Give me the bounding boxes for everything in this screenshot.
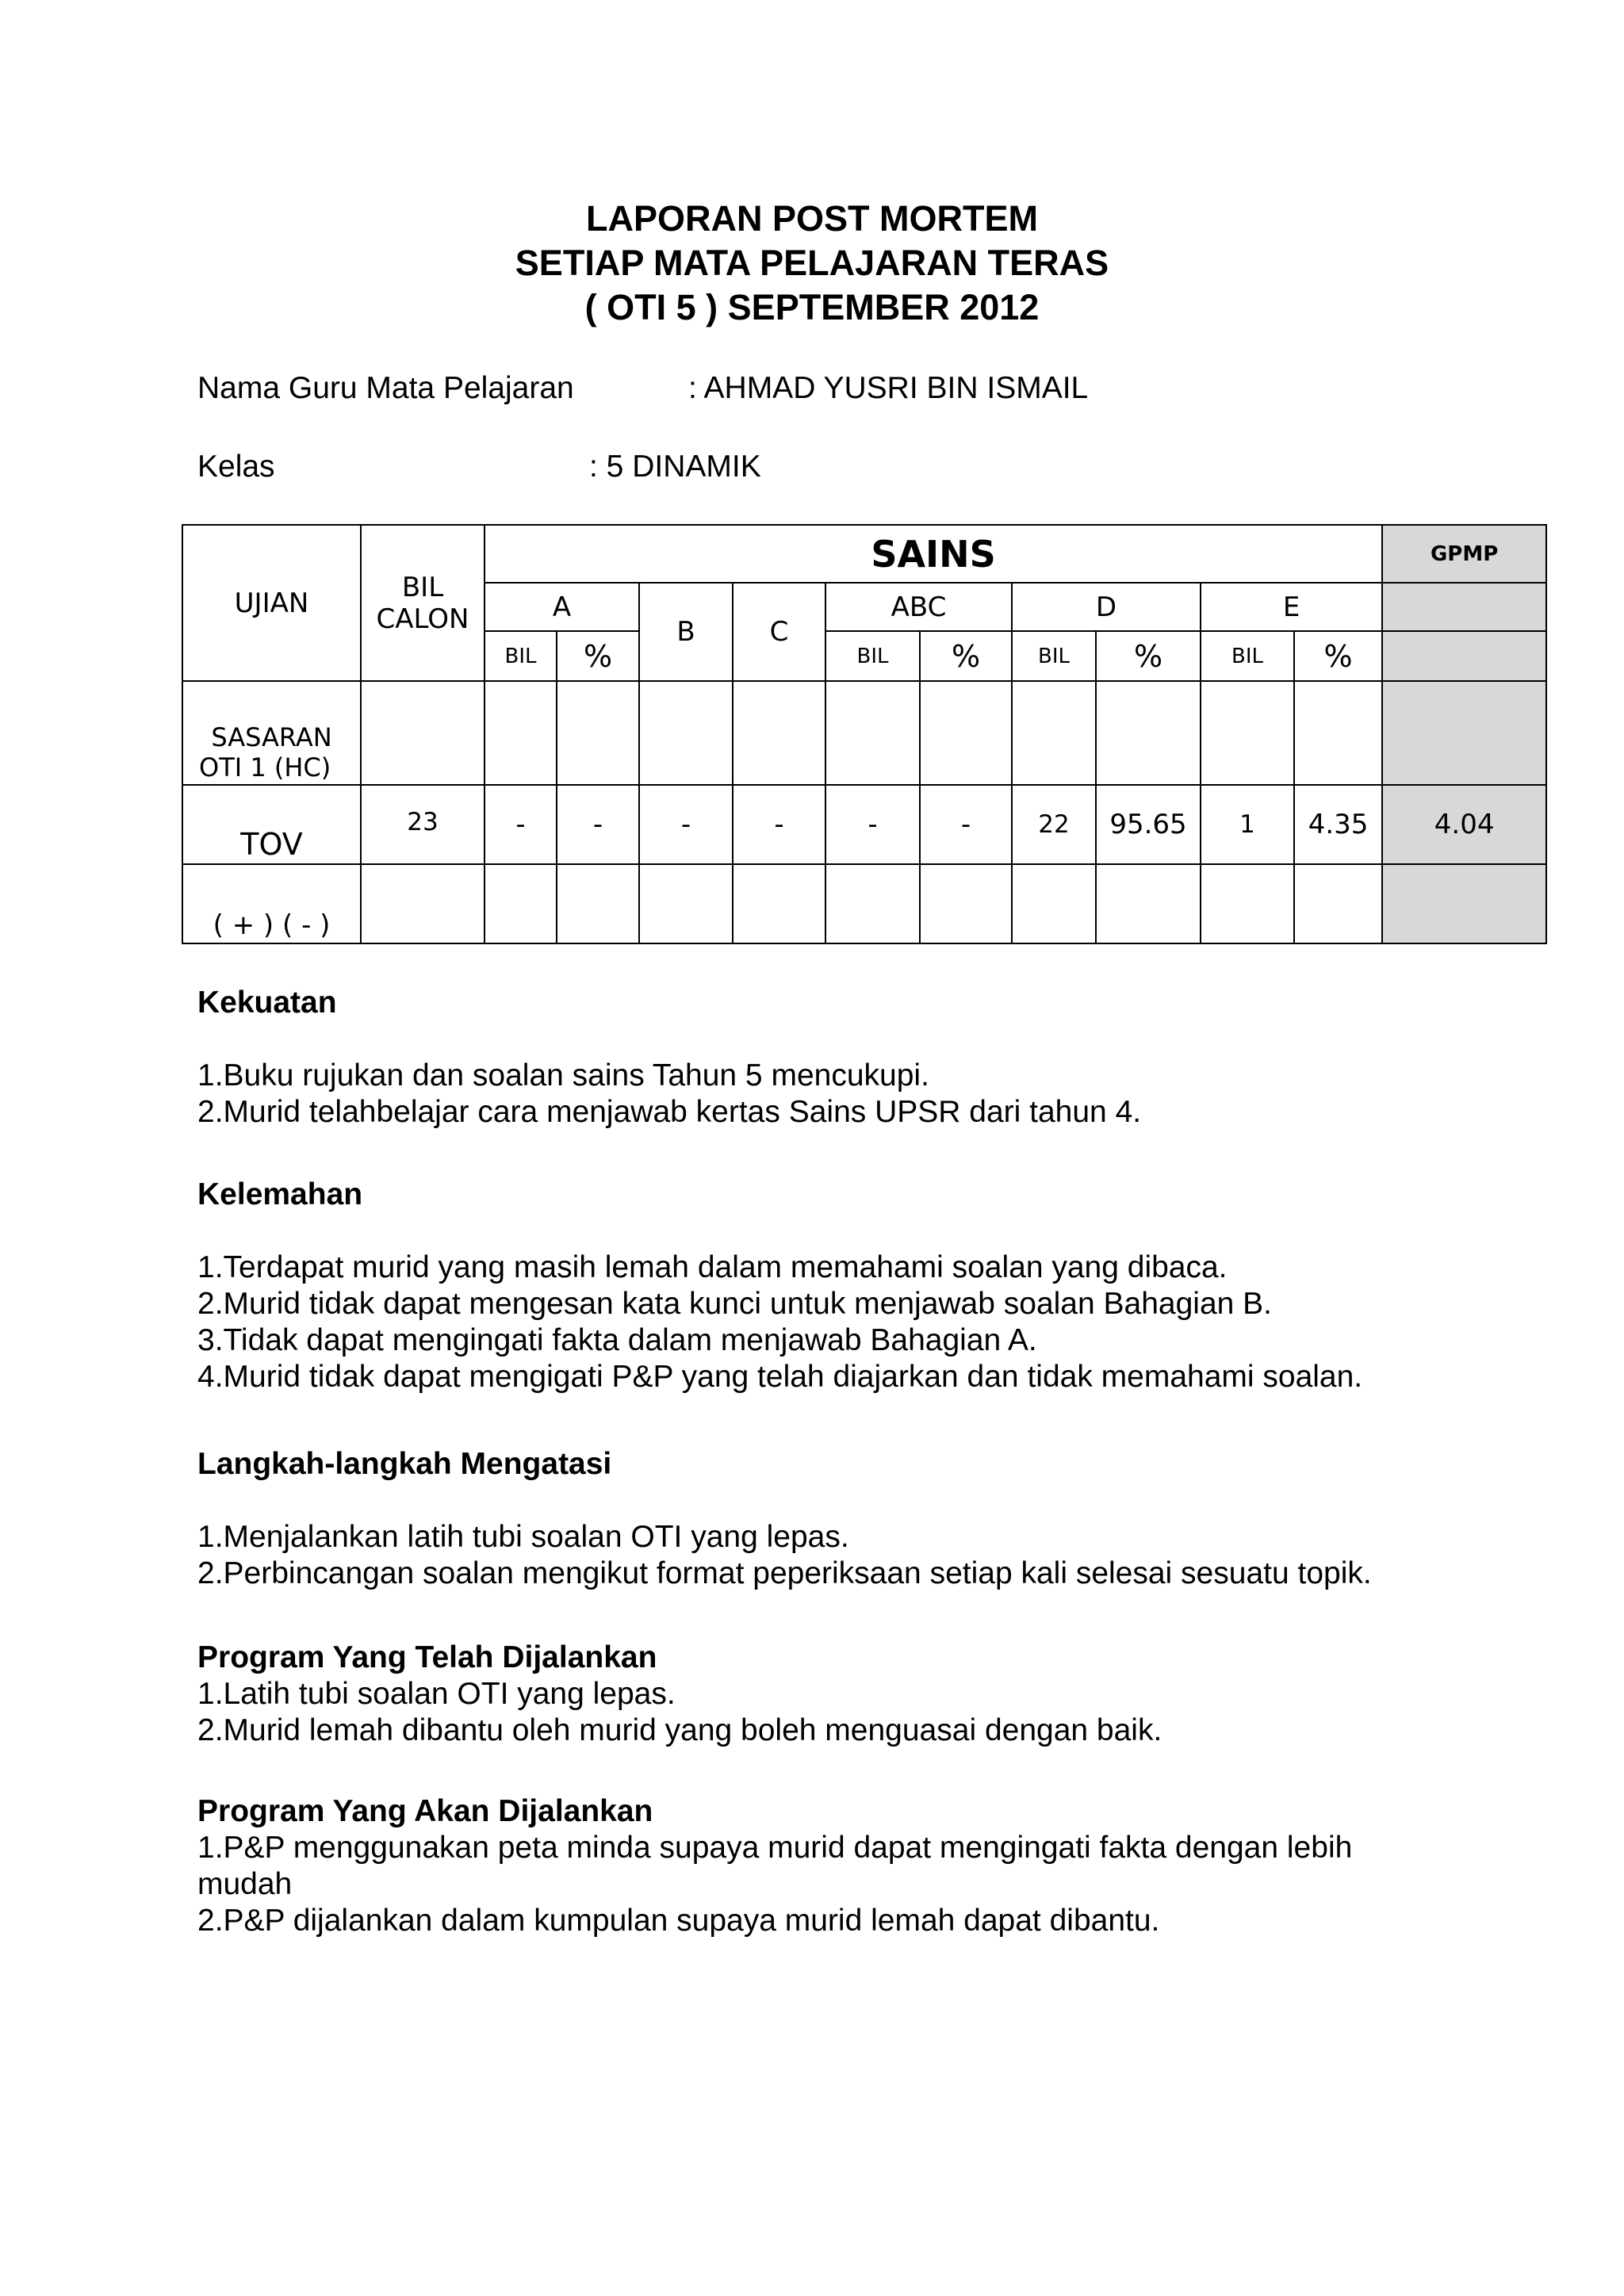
kelemahan-item-2: 2.Murid tidak dapat mengesan kata kunci untuk menjawab soalan Bahagian B. xyxy=(197,1287,1273,1321)
table-cell xyxy=(733,864,825,943)
header-a-pct: % xyxy=(557,631,639,681)
header-bil-calon xyxy=(361,525,485,681)
header-e-pct: % xyxy=(1294,631,1382,681)
report-title-line3: ( OTI 5 ) SEPTEMBER 2012 xyxy=(584,287,1040,327)
gpmp-blank-cell xyxy=(1382,583,1546,631)
header-bil-calon-line2: CALON xyxy=(376,603,469,635)
class-label: Kelas xyxy=(197,450,275,484)
table-cell xyxy=(557,681,639,785)
langkah-item-2: 2.Perbincangan soalan mengikut format peperiksaan setiap kali selesai sesuatu topik. xyxy=(197,1556,1372,1590)
section-langkah xyxy=(197,1446,1372,1592)
table-cell xyxy=(361,864,485,943)
program-akan-item-1-cont: mudah xyxy=(197,1867,293,1901)
table-cell xyxy=(639,864,733,943)
kelemahan-item-1: 1.Terdapat murid yang masih lemah dalam memahami soalan yang dibaca. xyxy=(197,1250,1228,1284)
header-grade-a: A xyxy=(485,583,639,631)
header-grade-b: B xyxy=(639,583,733,681)
table-cell xyxy=(920,864,1012,943)
header-e-bil: BIL xyxy=(1201,631,1294,681)
tov-d-bil: 22 xyxy=(1012,785,1096,864)
program-akan-item-1: 1.P&P menggunakan peta minda supaya murid dapat mengingati fakta dengan lebih xyxy=(197,1831,1353,1865)
header-abc-pct: % xyxy=(920,631,1012,681)
table-cell xyxy=(1012,681,1096,785)
program-telah-item-2: 2.Murid lemah dibantu oleh murid yang boleh menguasai dengan baik. xyxy=(197,1713,1162,1747)
row-label-diff: ( + ) ( - ) xyxy=(182,864,361,943)
row-sasaran xyxy=(182,681,1546,785)
kelemahan-item-4: 4.Murid tidak dapat mengigati P&P yang telah diajarkan dan tidak memahami soalan. xyxy=(197,1360,1363,1394)
kekuatan-heading: Kekuatan xyxy=(197,985,337,1020)
program-akan-item-2: 2.P&P dijalankan dalam kumpulan supaya murid lemah dapat dibantu. xyxy=(197,1904,1160,1938)
table-cell xyxy=(485,681,557,785)
table-cell xyxy=(1096,864,1201,943)
tov-b: - xyxy=(639,785,733,864)
header-grade-e: E xyxy=(1201,583,1382,631)
row-label-sasaran-line1: SASARAN xyxy=(211,722,332,752)
table-cell xyxy=(1294,864,1382,943)
section-kelemahan xyxy=(197,1177,1362,1395)
table-cell xyxy=(1382,681,1546,785)
table-cell xyxy=(1201,864,1294,943)
kelemahan-heading: Kelemahan xyxy=(197,1177,363,1211)
row-tov xyxy=(182,785,1546,864)
tov-gpmp: 4.04 xyxy=(1382,785,1546,864)
row-diff xyxy=(182,864,1546,943)
tov-bil-calon: 23 xyxy=(361,785,485,864)
table-header-row-1 xyxy=(182,525,1546,583)
table-cell xyxy=(733,681,825,785)
header-grade-abc: ABC xyxy=(825,583,1012,631)
table-cell xyxy=(557,864,639,943)
table-cell xyxy=(825,681,920,785)
header-gpmp: GPMP xyxy=(1382,525,1546,583)
tov-abc-pct: - xyxy=(920,785,1012,864)
teacher-label: Nama Guru Mata Pelajaran xyxy=(197,371,574,405)
program-telah-heading: Program Yang Telah Dijalankan xyxy=(197,1640,657,1674)
header-abc-bil: BIL xyxy=(825,631,920,681)
tov-d-pct: 95.65 xyxy=(1096,785,1201,864)
table-cell xyxy=(485,864,557,943)
tov-e-pct: 4.35 xyxy=(1294,785,1382,864)
table-cell xyxy=(1012,864,1096,943)
program-telah-item-1: 1.Latih tubi soalan OTI yang lepas. xyxy=(197,1677,676,1711)
tov-a-bil: - xyxy=(485,785,557,864)
header-grade-c: C xyxy=(733,583,825,681)
kelemahan-item-3: 3.Tidak dapat mengingati fakta dalam menjawab Bahagian A. xyxy=(197,1323,1037,1357)
table-cell xyxy=(1096,681,1201,785)
header-subject: SAINS xyxy=(485,525,1382,583)
row-label-tov: TOV xyxy=(182,785,361,864)
class-value: : 5 DINAMIK xyxy=(589,450,761,484)
section-program-telah xyxy=(197,1640,1162,1749)
teacher-value: : AHMAD YUSRI BIN ISMAIL xyxy=(688,371,1089,405)
table-cell xyxy=(1294,681,1382,785)
report-title-line2: SETIAP MATA PELAJARAN TERAS xyxy=(515,243,1109,283)
table-cell xyxy=(1382,864,1546,943)
table-cell xyxy=(1201,681,1294,785)
section-program-akan xyxy=(197,1793,1352,1939)
header-grade-d: D xyxy=(1012,583,1201,631)
gpmp-blank-cell xyxy=(1382,631,1546,681)
table-cell xyxy=(639,681,733,785)
langkah-item-1: 1.Menjalankan latih tubi soalan OTI yang lepas. xyxy=(197,1520,849,1554)
table-cell xyxy=(920,681,1012,785)
report-title-line1: LAPORAN POST MORTEM xyxy=(586,198,1038,239)
header-d-bil: BIL xyxy=(1012,631,1096,681)
tov-abc-bil: - xyxy=(825,785,920,864)
kekuatan-item-2: 2.Murid telahbelajar cara menjawab kertas Sains UPSR dari tahun 4. xyxy=(197,1095,1142,1129)
header-bil-calon-line1: BIL xyxy=(401,571,444,603)
row-label-sasaran-line2: OTI 1 (HC) xyxy=(199,752,331,783)
tov-a-pct: - xyxy=(557,785,639,864)
table-cell xyxy=(825,864,920,943)
results-table xyxy=(182,524,1547,944)
tov-c: - xyxy=(733,785,825,864)
table-cell xyxy=(361,681,485,785)
program-akan-heading: Program Yang Akan Dijalankan xyxy=(197,1794,653,1828)
header-a-bil: BIL xyxy=(485,631,557,681)
kekuatan-item-1: 1.Buku rujukan dan soalan sains Tahun 5 mencukupi. xyxy=(197,1058,929,1093)
tov-e-bil: 1 xyxy=(1201,785,1294,864)
langkah-heading: Langkah-langkah Mengatasi xyxy=(197,1447,612,1481)
header-ujian: UJIAN xyxy=(182,525,361,681)
section-kekuatan xyxy=(197,985,1141,1131)
row-label-sasaran xyxy=(182,681,361,785)
header-d-pct: % xyxy=(1096,631,1201,681)
